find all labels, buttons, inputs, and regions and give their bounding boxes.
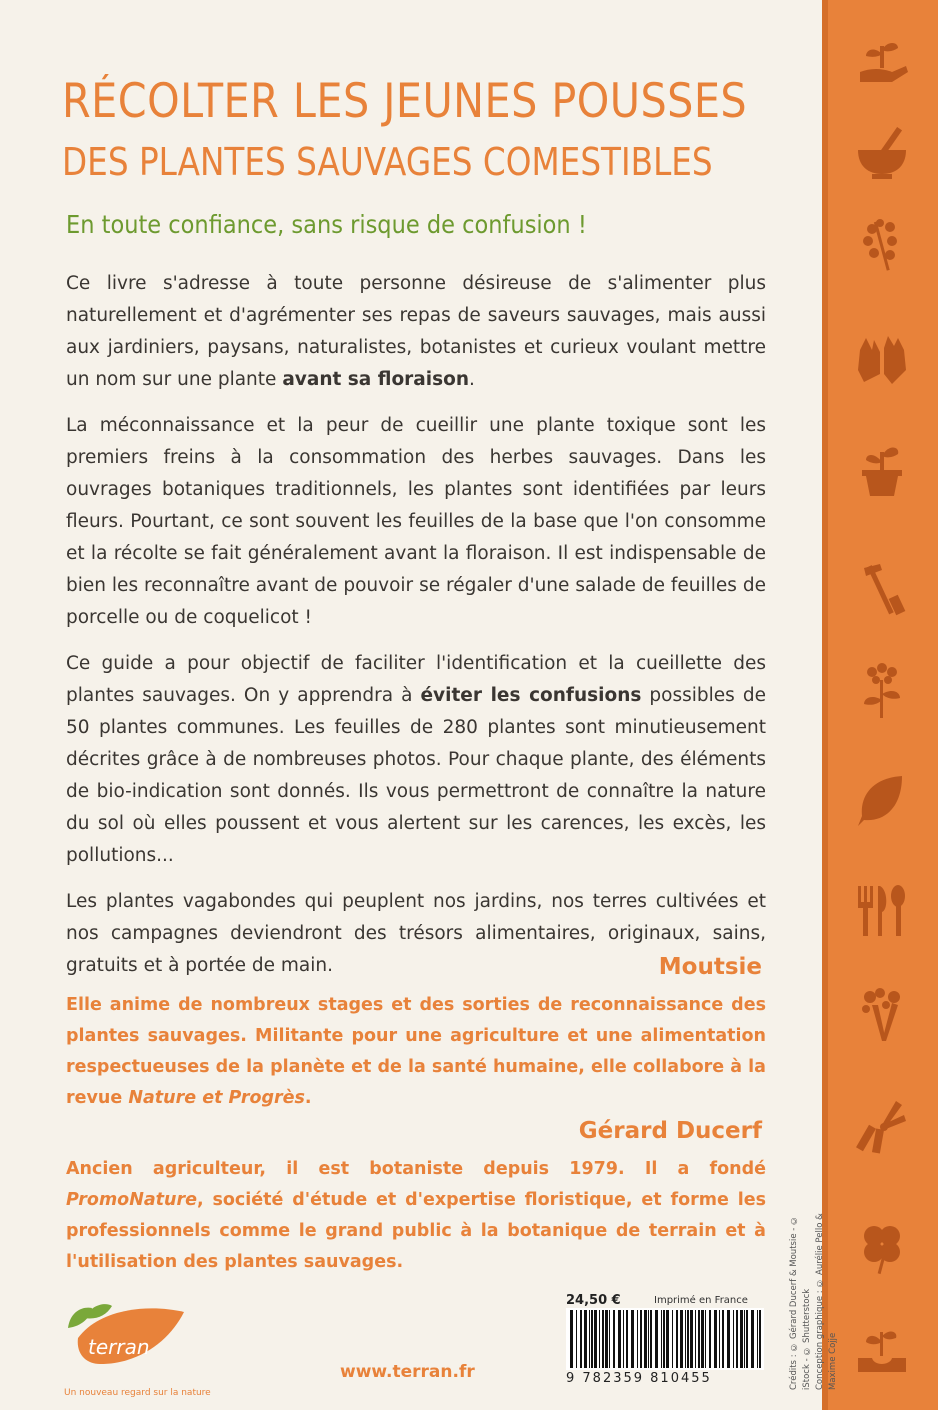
barcode-bar: [722, 1310, 724, 1368]
paragraph-3-text-a: Ce guide a pour objectif de faciliter l'identification et la cueillette des plantes sauvages. On y apprendra à: [66, 653, 766, 706]
barcode-bar: [637, 1310, 638, 1368]
herb-bundle-icon: [852, 985, 912, 1045]
barcode-bar: [655, 1310, 658, 1368]
paragraph-1-bold: avant sa floraison: [282, 369, 469, 390]
barcode-bar: [698, 1310, 700, 1368]
barcode-bar: [727, 1310, 730, 1368]
barcode-bar: [690, 1310, 693, 1368]
terran-logo: [60, 1298, 190, 1382]
barcode-bar: [623, 1310, 624, 1368]
barcode-bar: [736, 1310, 738, 1368]
author-bio-1-text-a: Elle anime de nombreux stages et des sorties de reconnaissance des plantes sauvages. Militante pour une agriculture et une alimentation respectueuses de la planète et de la santé humaine, elle collabore à la revue: [66, 995, 766, 1108]
author-name-2: Gérard Ducerf: [578, 1118, 762, 1144]
barcode-bar: [580, 1310, 582, 1368]
publisher-tagline: Un nouveau regard sur la nature: [64, 1388, 211, 1398]
barcode-bar: [751, 1310, 754, 1368]
barcode-bar: [618, 1310, 621, 1368]
barcode-bar: [591, 1310, 593, 1368]
barcode-bar: [570, 1310, 573, 1368]
clover-icon: [852, 1218, 912, 1278]
barcode-bar: [705, 1310, 706, 1368]
printed-in: Imprimé en France: [654, 1295, 748, 1306]
decorative-sidebar: [822, 0, 938, 1410]
paragraph-3-text-b: possibles de 50 plantes communes. Les feuilles de 280 plantes sont minutieusement décrites grâce à de nombreuses photos. Pour chaque plante, des éléments de bio-indication sont donnés. Ils vous permettront de connaître la nature du sol où elles poussent et vous alertent sur les carences, les excès, les pollutions...: [66, 685, 766, 866]
author-bio-1: [66, 990, 766, 1114]
paragraph-1: [66, 268, 766, 396]
logo-wordmark: terran: [88, 1335, 150, 1359]
barcode-bar: [663, 1310, 665, 1368]
barcode-bar: [602, 1310, 604, 1368]
seedling-hand-icon: [852, 32, 912, 92]
barcode-bar: [757, 1310, 758, 1368]
barcode-bar: [676, 1310, 678, 1368]
author-bio-2-text-b: , société d'étude et d'expertise floristique, et forme les professionnels comme le grand public à la botanique de terrain et à l'utilisation des plantes sauvages.: [66, 1190, 766, 1272]
barcode-bar: [714, 1310, 717, 1368]
barcode-bar: [661, 1310, 662, 1368]
title-line-2: DES PLANTES SAUVAGES COMESTIBLES: [62, 140, 713, 184]
barcode-bar: [746, 1310, 748, 1368]
barcode-bar: [672, 1310, 673, 1368]
barcode-bar: [609, 1310, 610, 1368]
barcode-bar: [640, 1310, 642, 1368]
barcode-bar: [576, 1310, 577, 1368]
paragraph-4: Les plantes vagabondes qui peuplent nos jardins, nos terres cultivées et nos campagnes deviendront des trésors alimentaires, originaux, sains, gratuits et à portée de main.: [66, 891, 766, 976]
author-bio-2: [66, 1154, 766, 1278]
paragraph-1-text-a: Ce livre s'adresse à toute personne désireuse de s'alimenter plus naturellement et d'agrémenter ses repas de saveurs sauvages, mais aussi aux jardiniers, paysans, naturalistes, botanistes et curieux voulant mettre un nom sur une plante: [66, 273, 766, 390]
paragraph-2: La méconnaissance et la peur de cueillir une plante toxique sont les premiers freins à la consommation des herbes sauvages. Dans les ouvrages botaniques traditionnels, les plantes sont identifiées par leurs fleurs. Pourtant, ce sont souvent les feuilles de la base que l'on consomme et la récolte se fait généralement avant la floraison. Il est indispensable de bien les reconnaître avant de pouvoir se régaler d'une salade de feuilles de porcelle ou de coquelicot !: [66, 415, 766, 628]
barcode-bar: [680, 1310, 683, 1368]
barcode-bar: [709, 1310, 711, 1368]
barcode-bar: [644, 1310, 647, 1368]
author-bio-1-text-b: .: [304, 1088, 312, 1108]
barcode-bar: [695, 1310, 696, 1368]
price: 24,50 €: [566, 1293, 621, 1308]
barcode-bar: [687, 1310, 689, 1368]
cutlery-icon: [852, 880, 912, 940]
barcode-bar: [759, 1310, 761, 1368]
credits-line-2: Conception graphique : © Aurélie Pello & Maxime Cojje: [815, 1213, 838, 1390]
description: [66, 268, 766, 996]
author-name-1: Moutsie: [658, 954, 762, 980]
pruning-shears-icon: [852, 1095, 912, 1155]
leaf-icon: [852, 770, 912, 830]
barcode-bar: [733, 1310, 734, 1368]
barcode-bar: [631, 1310, 634, 1368]
credits-line-1: Crédits : © Gérard Ducerf & Moutsie - © iStock - © Shutterstock: [789, 1214, 812, 1390]
barcode-bar: [740, 1310, 743, 1368]
author-bio-2-italic: PromoNature: [66, 1190, 197, 1210]
photo-credits: [788, 1210, 838, 1390]
website-url[interactable]: www.terran.fr: [340, 1362, 475, 1382]
paragraph-1-text-b: .: [469, 369, 475, 390]
paragraph-3: [66, 648, 766, 872]
planting-icon: [852, 1322, 912, 1382]
isbn-number: 9 782359 810455: [566, 1371, 712, 1386]
gloves-icon: [852, 330, 912, 390]
mortar-pestle-icon: [852, 122, 912, 182]
barcode-bar: [599, 1310, 600, 1368]
sidebar-edge: [822, 0, 828, 1410]
potted-plant-icon: [852, 440, 912, 500]
barcode-bar: [605, 1310, 608, 1368]
barcode-bar: [626, 1310, 628, 1368]
barcode-bar: [648, 1310, 649, 1368]
wild-flower-icon: [852, 660, 912, 720]
author-bio-2-text-a: Ancien agriculteur, il est botaniste depuis 1979. Il a fondé: [66, 1159, 766, 1179]
barcode-bar: [701, 1310, 704, 1368]
barcode-bar: [650, 1310, 652, 1368]
isbn-barcode: [566, 1308, 764, 1370]
barcode-bar: [594, 1310, 597, 1368]
barcode-bar: [589, 1310, 590, 1368]
title-line-1: RÉCOLTER LES JEUNES POUSSES: [62, 74, 748, 129]
barcode-bar: [744, 1310, 745, 1368]
barcode-bar: [719, 1310, 720, 1368]
herb-sprig-icon: [852, 215, 912, 275]
paragraph-3-bold: éviter les confusions: [420, 685, 642, 706]
author-bio-1-italic: Nature et Progrès: [128, 1088, 305, 1108]
subtitle: En toute confiance, sans risque de confusion !: [66, 210, 587, 239]
barcode-bar: [666, 1310, 669, 1368]
barcode-bar: [685, 1310, 686, 1368]
barcode-bar: [613, 1310, 615, 1368]
barcode-bar: [584, 1310, 587, 1368]
hand-rake-icon: [852, 560, 912, 620]
